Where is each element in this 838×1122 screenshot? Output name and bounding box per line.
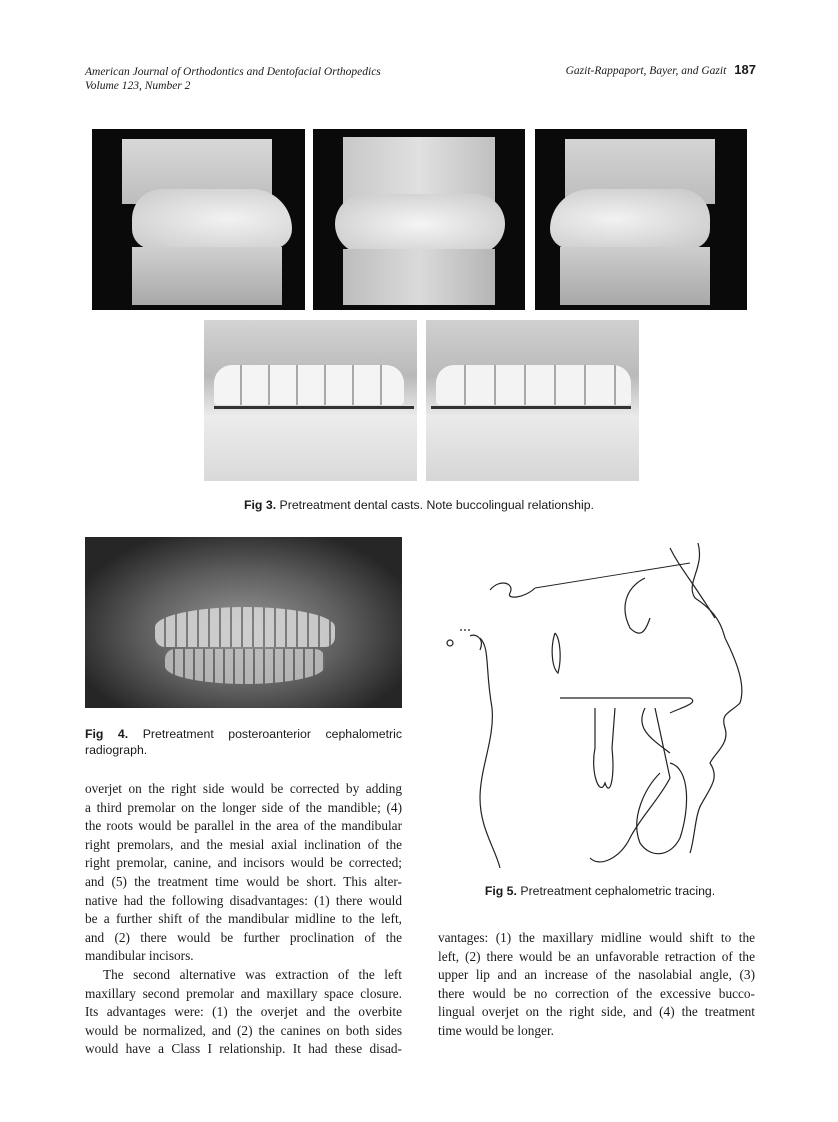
text-line: mandibular incisors. (85, 948, 194, 964)
fig5-label: Fig 5. (484, 884, 517, 898)
text-line: native had the following disadvantages: (1) there would (85, 892, 402, 908)
text-line: would have a Class I relationship. It had these disad- (85, 1041, 402, 1057)
fig4-caption (85, 726, 402, 758)
text-line: left, (2) there would be an unfavorable retraction of the (438, 948, 755, 964)
cast-closeup-left (426, 320, 639, 481)
fig5-caption (440, 883, 760, 899)
text-line: right premolars, and the mesial axial inclination of the (85, 836, 402, 852)
text-line: vantages: (1) the maxillary midline would shift to the (438, 930, 755, 945)
fig4-label: Fig 4. (85, 727, 129, 741)
text-line: a third premolar on the longer side of the mandible; (4) (85, 799, 402, 815)
fig3-label: Fig 3. (244, 498, 277, 512)
cast-photo-left-lateral (535, 129, 747, 310)
text-line: there would be no correction of the excessive bucco- (438, 985, 755, 1001)
cast-photo-right-lateral (92, 129, 305, 310)
text-line: and (2) there would be further proclination of the (85, 929, 402, 945)
body-text-left-column (85, 780, 402, 1059)
fig5-caption-text: Pretreatment cephalometric tracing. (520, 884, 716, 898)
fig3-caption (0, 497, 838, 513)
text-line: right premolar, canine, and incisors would be corrected; (85, 855, 402, 871)
text-line: The second alternative was extraction of the left (103, 966, 402, 982)
text-line: be a further shift of the mandibular midline to the left, (85, 911, 402, 927)
running-header-left (85, 65, 381, 93)
text-line: Its advantages were: (1) the overjet and the overbite (85, 1004, 402, 1020)
text-line: and (5) the treatment time would be short. This alter- (85, 873, 402, 889)
text-line: the roots would be parallel in the area of the mandibular (85, 818, 402, 834)
fig3-caption-text: Pretreatment dental casts. Note buccolingual relationship. (279, 498, 594, 512)
cast-closeup-right (204, 320, 417, 481)
cast-photo-frontal (313, 129, 525, 310)
body-text-right-column (438, 929, 755, 1041)
fig4-caption-text: Pretreatment posteroanterior cephalometric (142, 727, 402, 741)
fig5-cephalometric-tracing (440, 538, 760, 873)
page-number: 187 (734, 62, 756, 77)
fig4-caption-text-2: radiograph. (85, 743, 148, 757)
text-line: time would be longer. (438, 1022, 554, 1038)
text-line: overjet on the right side would be corrected by adding (85, 781, 402, 796)
fig4-radiograph (85, 537, 402, 708)
journal-volume: Volume 123, Number 2 (85, 80, 191, 92)
running-header-right (566, 63, 756, 78)
journal-title: American Journal of Orthodontics and Dentofacial Orthopedics (85, 66, 381, 78)
text-line: maxillary second premolar and maxillary space closure. (85, 985, 402, 1001)
text-line: lingual overjet on the right side, and (4) the treatment (438, 1004, 755, 1020)
text-line: would be normalized, and (2) the canines on both sides (85, 1022, 402, 1038)
text-line: upper lip and an increase of the nasolabial angle, (3) (438, 967, 755, 983)
authors: Gazit-Rappaport, Bayer, and Gazit (565, 65, 727, 77)
